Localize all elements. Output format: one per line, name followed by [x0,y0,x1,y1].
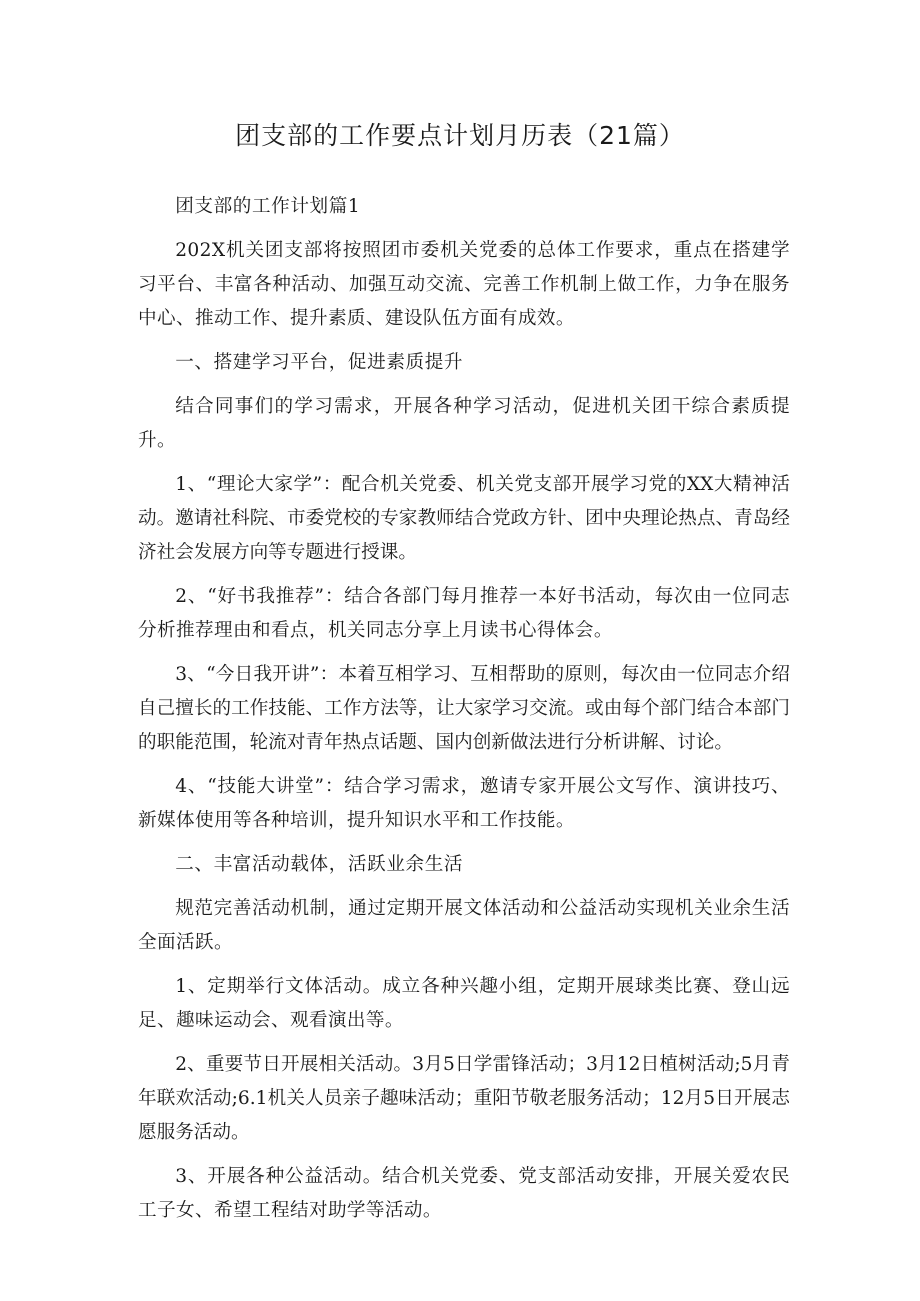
section-subtitle: 团支部的工作计划篇1 [175,196,361,217]
document-title: 团支部的工作要点计划月历表（21篇） [235,121,685,150]
list-item: 1、定期举行文体活动。成立各种兴趣小组，定期开展球类比赛、登山远足、趣味运动会、观看演出等。 [138,976,790,1031]
section-heading-1: 一、搭建学习平台，促进素质提升 [175,352,464,373]
section-heading-2: 二、丰富活动载体，活跃业余生活 [175,854,464,875]
document-body [138,190,790,1238]
list-item: 3、开展各种公益活动。结合机关党委、党支部活动安排，开展关爱农民工子女、希望工程结对助学等活动。 [138,1166,790,1221]
list-item: 1、“理论大家学”：配合机关党委、机关党支部开展学习党的XX大精神活动。邀请社科院、市委党校的专家教师结合党政方针、团中央理论热点、青岛经济社会发展方向等专题进行授课。 [138,474,790,563]
paragraph: 规范完善活动机制，通过定期开展文体活动和公益活动实现机关业余生活全面活跃。 [138,898,790,953]
list-item: 2、“好书我推荐”：结合各部门每月推荐一本好书活动，每次由一位同志分析推荐理由和看点，机关同志分享上月读书心得体会。 [138,586,790,641]
list-item: 3、“今日我开讲”：本着互相学习、互相帮助的原则，每次由一位同志介绍自己擅长的工作技能、工作方法等，让大家学习交流。或由每个部门结合本部门的职能范围，轮流对青年热点话题、国内创新做法进行分析讲解、讨论。 [138,664,790,753]
paragraph: 结合同事们的学习需求，开展各种学习活动，促进机关团干综合素质提升。 [138,396,790,451]
paragraph-intro: 202X机关团支部将按照团市委机关党委的总体工作要求，重点在搭建学习平台、丰富各种活动、加强互动交流、完善工作机制上做工作，力争在服务中心、推动工作、提升素质、建设队伍方面有成效。 [138,240,790,329]
list-item: 4、“技能大讲堂”：结合学习需求，邀请专家开展公文写作、演讲技巧、新媒体使用等各种培训，提升知识水平和工作技能。 [138,776,790,831]
list-item: 2、重要节日开展相关活动。3月5日学雷锋活动；3月12日植树活动;5月青年联欢活动;6.1机关人员亲子趣味活动；重阳节敬老服务活动；12月5日开展志愿服务活动。 [138,1054,790,1143]
